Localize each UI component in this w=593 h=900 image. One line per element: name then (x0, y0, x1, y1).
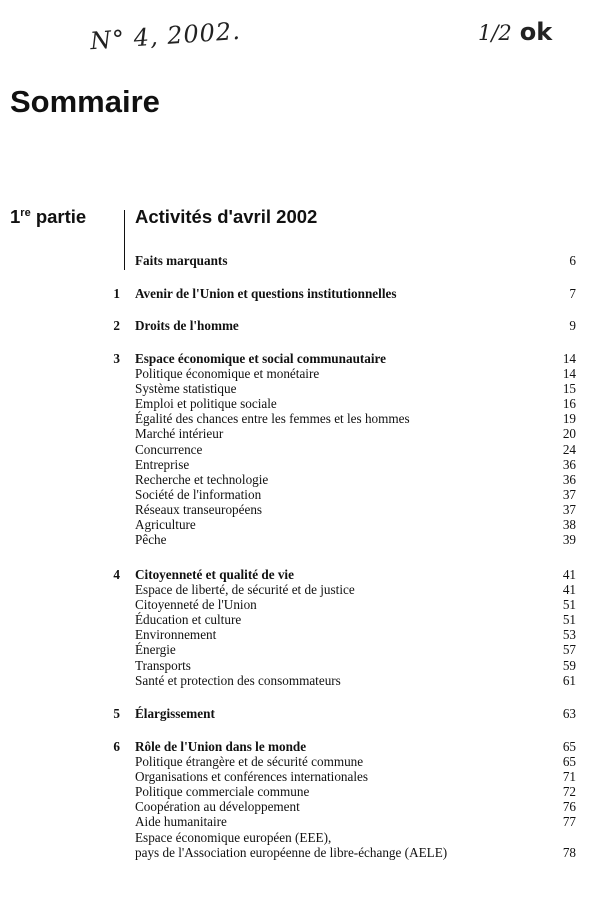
entry-label: Espace économique européen (EEE), (135, 829, 332, 845)
toc-entry[interactable] (0, 769, 593, 784)
toc-entry[interactable] (0, 532, 593, 547)
entry-page-number: 72 (562, 784, 576, 800)
entry-page-number: 36 (562, 456, 576, 472)
entry-label: Réseaux transeuropéens (135, 501, 263, 517)
handwritten-issue-note: N° 4, 2002. (89, 16, 242, 56)
section-number: 1 (113, 286, 120, 301)
entry-label: Société de l'information (135, 486, 262, 502)
handwritten-ok: ok (519, 18, 553, 46)
entry-page-number: 65 (562, 754, 576, 770)
toc-section-heading[interactable] (0, 318, 593, 333)
toc-entry[interactable] (0, 799, 593, 814)
section-title: Droits de l'homme (135, 318, 239, 333)
entry-page-number: 77 (562, 814, 576, 830)
section-page-number: 14 (562, 351, 576, 366)
toc-section (0, 318, 593, 333)
section-title: Faits marquants (135, 253, 228, 268)
section-page-number: 7 (569, 286, 576, 301)
toc-entry[interactable] (0, 487, 593, 502)
entry-label: pays de l'Association européenne de libre-échange (AELE) (135, 844, 448, 860)
part-ordinal-suffix: re (20, 207, 31, 219)
entry-page-number: 57 (562, 642, 576, 658)
entry-page-number: 53 (562, 627, 576, 643)
toc-section (0, 567, 593, 688)
entry-page-number: 38 (562, 517, 576, 533)
entry-label: Aide humanitaire (135, 814, 227, 830)
entry-page-number: 16 (562, 396, 576, 412)
toc-section (0, 286, 593, 301)
toc-entry[interactable] (0, 627, 593, 642)
toc-entry[interactable] (0, 426, 593, 441)
entry-label: Marché intérieur (135, 426, 224, 442)
toc-section-heading[interactable] (0, 739, 593, 754)
entry-page-number: 36 (562, 471, 576, 487)
entry-page-number: 14 (562, 366, 576, 382)
entry-label: Politique étrangère et de sécurité commune (135, 754, 364, 770)
entry-page-number: 19 (562, 411, 576, 427)
toc-entry[interactable] (0, 442, 593, 457)
entry-page-number: 76 (562, 799, 576, 815)
section-number: 3 (113, 351, 120, 366)
part-label (10, 206, 86, 228)
toc-section-heading[interactable] (0, 706, 593, 721)
toc-entry[interactable] (0, 845, 593, 860)
entry-label: Égalité des chances entre les femmes et les hommes (135, 411, 410, 427)
toc-entry[interactable] (0, 784, 593, 799)
section-page-number: 63 (562, 706, 576, 721)
toc-section-heading[interactable] (0, 351, 593, 366)
toc-section-heading[interactable] (0, 286, 593, 301)
section-number: 2 (113, 318, 120, 333)
toc-entry[interactable] (0, 612, 593, 627)
entry-label: Emploi et politique sociale (135, 396, 277, 412)
toc-entry[interactable] (0, 517, 593, 532)
toc-entry[interactable] (0, 642, 593, 657)
toc-entry[interactable] (0, 411, 593, 426)
toc-entry[interactable] (0, 754, 593, 769)
entry-page-number: 51 (562, 612, 576, 628)
toc-entry[interactable] (0, 381, 593, 396)
section-page-number: 9 (569, 318, 576, 333)
entry-page-number: 37 (562, 501, 576, 517)
entry-label: Entreprise (135, 456, 190, 472)
handwritten-fraction: 1/2 (478, 21, 512, 45)
entry-label: Recherche et technologie (135, 471, 269, 487)
toc-entry[interactable] (0, 502, 593, 517)
toc-entry[interactable] (0, 597, 593, 612)
toc-entry[interactable] (0, 472, 593, 487)
entry-page-number: 61 (562, 672, 576, 688)
entry-page-number: 24 (562, 441, 576, 457)
entry-label: Environnement (135, 627, 217, 643)
entry-label: Politique économique et monétaire (135, 366, 320, 382)
entry-label: Coopération au développement (135, 799, 300, 815)
toc-entry[interactable] (0, 396, 593, 411)
page-title: Sommaire (10, 84, 160, 119)
entry-label: Concurrence (135, 441, 203, 457)
entry-label: Agriculture (135, 517, 196, 533)
section-page-number: 41 (562, 567, 576, 582)
section-title: Rôle de l'Union dans le monde (135, 739, 307, 754)
entry-label: Santé et protection des consommateurs (135, 672, 341, 688)
toc-section-heading[interactable] (0, 567, 593, 582)
part-number: 1 (10, 206, 21, 227)
entry-page-number: 41 (562, 582, 576, 598)
handwritten-approval-note (478, 18, 552, 46)
entry-page-number: 59 (562, 657, 576, 673)
section-page-number: 6 (569, 253, 576, 268)
entry-page-number: 78 (562, 844, 576, 860)
entry-label: Éducation et culture (135, 612, 242, 628)
entry-label: Espace de liberté, de sécurité et de justice (135, 582, 355, 598)
toc-section-heading[interactable] (0, 253, 593, 268)
entry-page-number: 71 (562, 769, 576, 785)
part-title: Activités d'avril 2002 (135, 206, 318, 227)
section-title: Élargissement (135, 706, 215, 721)
section-number: 4 (113, 567, 120, 582)
toc-entry[interactable] (0, 582, 593, 597)
toc-entry[interactable] (0, 457, 593, 472)
toc-entry[interactable] (0, 658, 593, 673)
entry-page-number: 37 (562, 486, 576, 502)
section-number: 5 (113, 706, 120, 721)
toc-entry[interactable] (0, 366, 593, 381)
part-word: partie (35, 206, 87, 227)
toc-section (0, 351, 593, 547)
entry-label: Politique commerciale commune (135, 784, 310, 800)
entry-page-number: 20 (562, 426, 576, 442)
entry-label: Énergie (135, 642, 176, 658)
entry-page-number: 51 (562, 597, 576, 613)
toc-section (0, 253, 593, 268)
entry-label: Transports (135, 657, 191, 673)
entry-page-number: 39 (562, 532, 576, 548)
toc-entry[interactable] (0, 830, 593, 845)
entry-label: Système statistique (135, 381, 237, 397)
entry-page-number: 15 (562, 381, 576, 397)
entry-label: Pêche (135, 532, 167, 548)
toc-section (0, 739, 593, 860)
section-title: Avenir de l'Union et questions institutionnelles (135, 286, 397, 301)
section-title: Citoyenneté et qualité de vie (135, 567, 294, 582)
entry-label: Organisations et conférences internationales (135, 769, 369, 785)
toc-entry[interactable] (0, 814, 593, 829)
entry-label: Citoyenneté de l'Union (135, 597, 257, 613)
section-page-number: 65 (562, 739, 576, 754)
toc-section (0, 706, 593, 721)
toc-entry[interactable] (0, 673, 593, 688)
section-title: Espace économique et social communautaire (135, 351, 387, 366)
section-number: 6 (113, 739, 120, 754)
